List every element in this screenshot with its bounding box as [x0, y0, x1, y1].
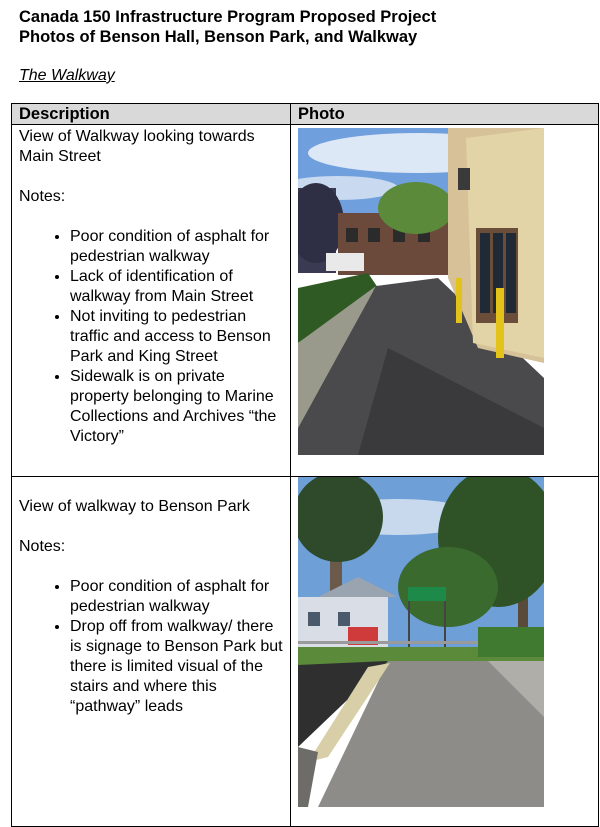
- document-title: [19, 7, 436, 47]
- notes-list: [19, 577, 284, 717]
- row-description: View of walkway to Benson Park: [19, 498, 250, 515]
- title-line-1: Canada 150 Infrastructure Program Proposed Project: [19, 8, 437, 26]
- notes-label: Notes:: [19, 188, 66, 205]
- photo-cell: [291, 477, 599, 827]
- note-item: • Lack of identification of walkway from Main Street: [70, 267, 284, 307]
- note-item: • Poor condition of asphalt for pedestrian walkway: [70, 577, 284, 617]
- description-cell: [12, 125, 291, 477]
- photo-cell: [291, 125, 599, 477]
- table-header-row: [12, 104, 599, 125]
- description-cell: [12, 477, 291, 827]
- table-row: [12, 125, 599, 477]
- section-heading: The Walkway: [19, 67, 115, 84]
- table-row: [12, 477, 599, 827]
- note-item: • Sidewalk is on private property belonging to Marine Collections and Archives “the Victory”: [70, 367, 284, 447]
- row-description: View of Walkway looking towards Main Street: [19, 128, 255, 165]
- notes-list: [19, 227, 284, 447]
- title-line-2: Photos of Benson Hall, Benson Park, and Walkway: [19, 28, 418, 46]
- walkway-to-benson-park-photo: [298, 477, 544, 807]
- note-item: • Drop off from walkway/ there is signage to Benson Park but there is limited visual of the stairs and where this “pathway” leads: [70, 617, 284, 717]
- note-item: • Poor condition of asphalt for pedestrian walkway: [70, 227, 284, 267]
- photo-column-header: Photo: [291, 104, 599, 125]
- note-item: • Not inviting to pedestrian traffic and access to Benson Park and King Street: [70, 307, 284, 367]
- photo-table: [11, 103, 599, 827]
- description-column-header: Description: [12, 104, 291, 125]
- notes-label: Notes:: [19, 538, 66, 555]
- walkway-to-main-street-photo: [298, 128, 544, 455]
